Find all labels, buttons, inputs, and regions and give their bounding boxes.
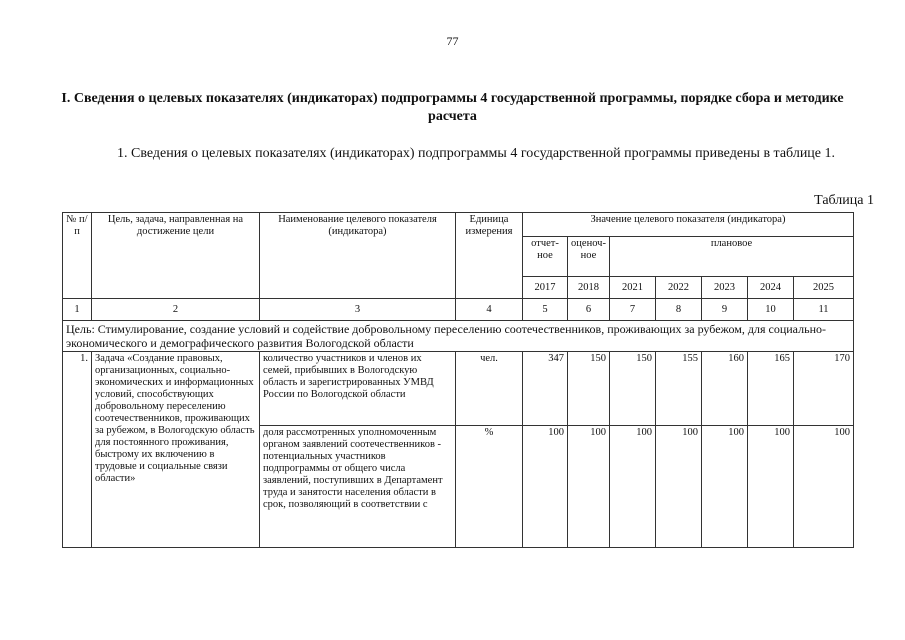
- value-cell: 165: [748, 352, 794, 426]
- year-cell: 2018: [568, 277, 610, 299]
- column-number: 6: [568, 299, 610, 321]
- value-cell: 160: [702, 352, 748, 426]
- value-cell: 100: [656, 426, 702, 548]
- header-goal: Цель, задача, направленная на достижение цели: [92, 213, 260, 299]
- column-number: 3: [260, 299, 456, 321]
- unit-cell: %: [456, 426, 523, 548]
- value-cell: 100: [568, 426, 610, 548]
- value-cell: 155: [656, 352, 702, 426]
- column-number: 10: [748, 299, 794, 321]
- header-value-group: Значение целевого показателя (индикатора): [523, 213, 854, 237]
- table-label: Таблица 1: [814, 193, 874, 208]
- value-cell: 150: [568, 352, 610, 426]
- page-number: 77: [446, 34, 459, 48]
- task-cell: Задача «Создание правовых, организационных, социально-экономических и информационных условий, способствующих добровольному переселению соотечественников, проживающих за рубежом, в Вологодскую область для постоянного проживания, быстрому их включению в трудовые и социальные связи области»: [92, 352, 260, 548]
- value-cell: 100: [523, 426, 568, 548]
- header-estimated: оценоч-ное: [568, 237, 610, 277]
- goal-row: Цель: Стимулирование, создание условий и содействие добровольному переселению соотечественников, проживающих за рубежом, для социально-экономического и демографического развития Вологодской области: [63, 321, 854, 352]
- year-cell: 2017: [523, 277, 568, 299]
- value-cell: 150: [610, 352, 656, 426]
- value-cell: 347: [523, 352, 568, 426]
- year-cell: 2022: [656, 277, 702, 299]
- header-planned: плановое: [610, 237, 854, 277]
- value-cell: 100: [794, 426, 854, 548]
- value-cell: 170: [794, 352, 854, 426]
- header-unit: Единица измерения: [456, 213, 523, 299]
- column-number: 11: [794, 299, 854, 321]
- column-number: 5: [523, 299, 568, 321]
- column-number: 8: [656, 299, 702, 321]
- section-heading: I. Сведения о целевых показателях (индикаторах) подпрограммы 4 государственной программы, порядке сбора и методике расчета: [61, 91, 844, 124]
- unit-cell: чел.: [456, 352, 523, 426]
- column-number: 9: [702, 299, 748, 321]
- indicators-table: [62, 212, 854, 548]
- column-number: 4: [456, 299, 523, 321]
- intro-paragraph: 1. Сведения о целевых показателях (индикаторах) подпрограммы 4 государственной программы приведены в таблице 1.: [117, 146, 836, 161]
- column-number: 2: [92, 299, 260, 321]
- year-cell: 2021: [610, 277, 656, 299]
- row-number: 1.: [63, 352, 92, 548]
- header-indicator: Наименование целевого показателя (индикатора): [260, 213, 456, 299]
- indicator-cell: количество участников и членов их семей, прибывших в Вологодскую область и зарегистрированных УМВД России по Вологодской области: [260, 352, 456, 426]
- value-cell: 100: [702, 426, 748, 548]
- header-num: № п/п: [63, 213, 92, 299]
- column-number: 7: [610, 299, 656, 321]
- year-cell: 2025: [794, 277, 854, 299]
- year-cell: 2024: [748, 277, 794, 299]
- table-row: [63, 352, 854, 426]
- value-cell: 100: [748, 426, 794, 548]
- indicator-cell: доля рассмотренных уполномоченным органом заявлений соотечественников - потенциальных участников подпрограммы от общего числа заявлений, поступивших в Департамент труда и занятости населения области в срок, позволяющий в соответствии с: [260, 426, 456, 548]
- column-number: 1: [63, 299, 92, 321]
- year-cell: 2023: [702, 277, 748, 299]
- value-cell: 100: [610, 426, 656, 548]
- header-reported: отчет-ное: [523, 237, 568, 277]
